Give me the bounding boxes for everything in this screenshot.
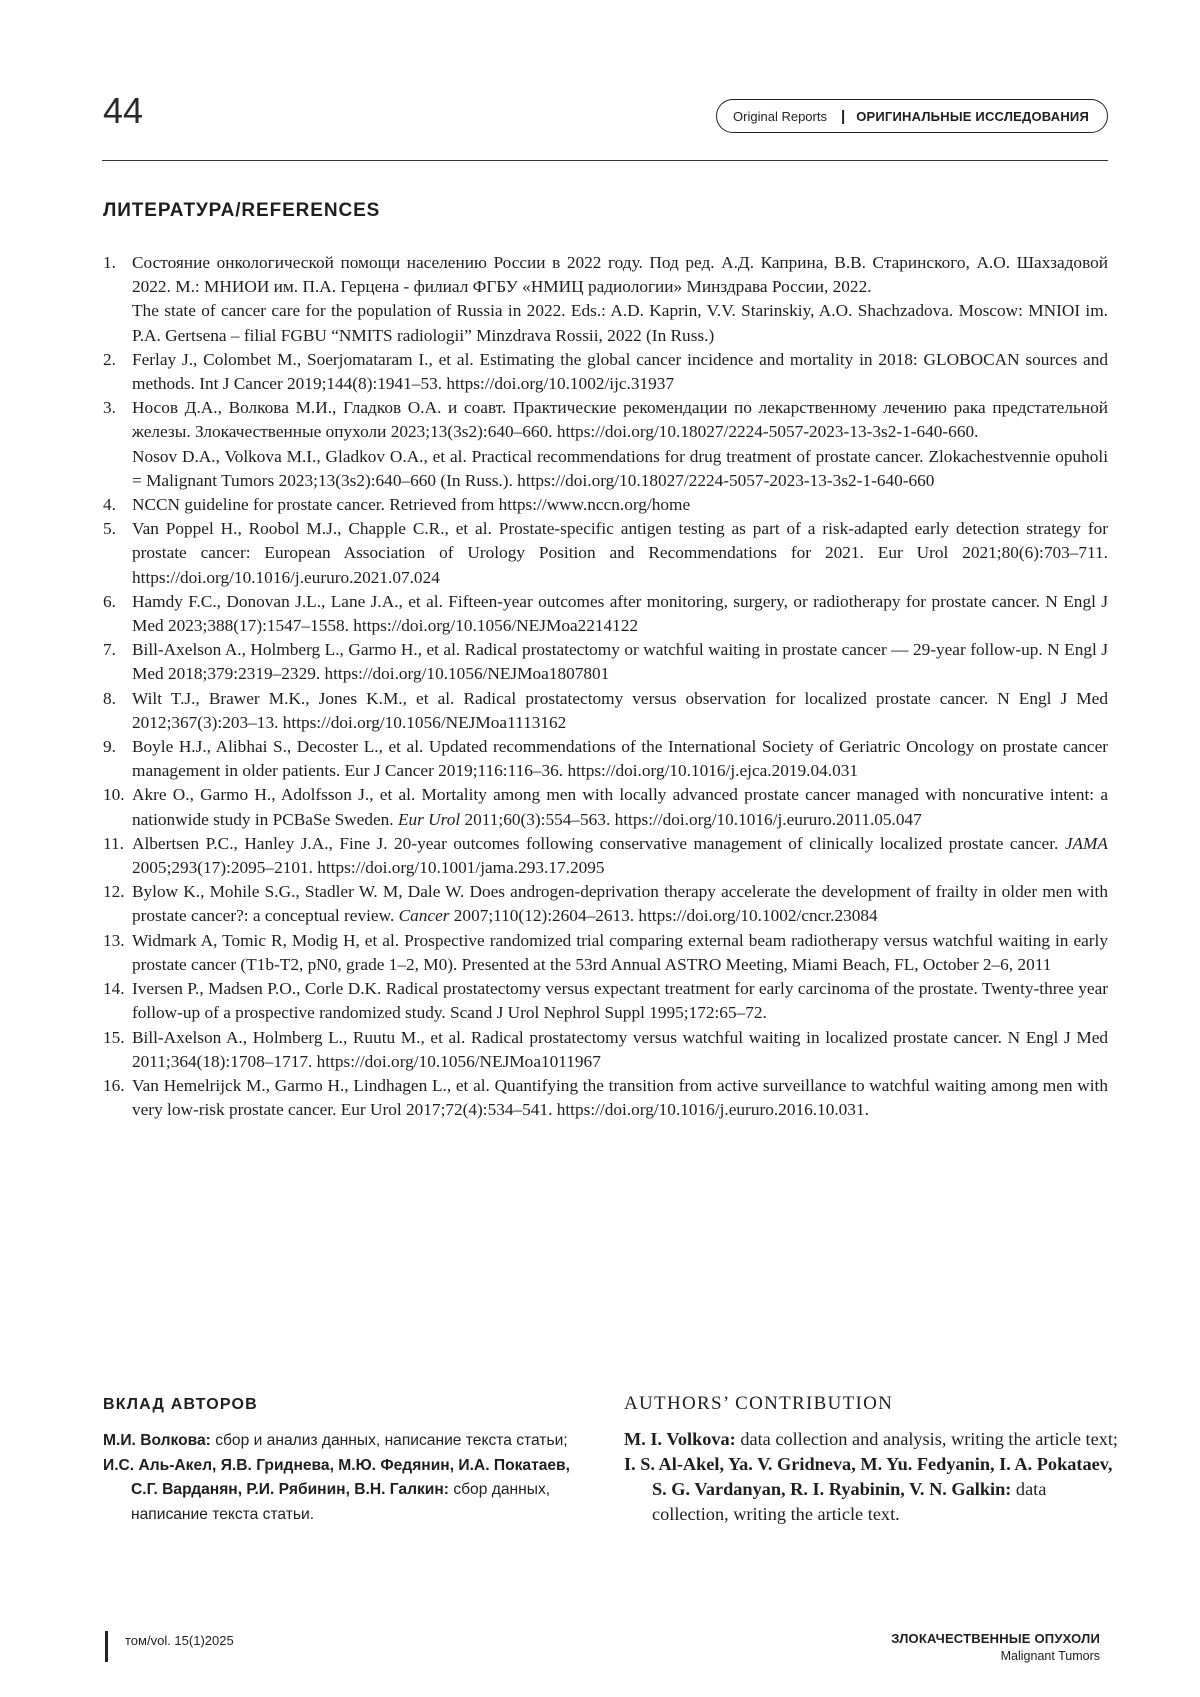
reference-citation: Bylow K., Mohile S.G., Stadler W. M, Dale W. Does androgen-deprivation therapy accelerate the development of frailty in older men with prostate cancer?: a conceptual review.: [132, 882, 1108, 926]
reference-text: NCCN guideline for prostate cancer. Retrieved from https://www.nccn.org/home: [132, 495, 691, 515]
reference-details: 2011;60(3):554–563. https://doi.org/10.1016/j.eururo.2011.05.047: [460, 809, 922, 829]
reference-number: 16.: [103, 1075, 125, 1095]
contribution-heading-en: AUTHORS’ CONTRIBUTION: [624, 1393, 894, 1414]
reference-number: 3.: [103, 398, 116, 418]
reference-number: 11.: [103, 833, 124, 853]
contributor-names: М.И. Волкова:: [103, 1432, 211, 1449]
reference-item: [103, 783, 1108, 831]
reference-text: Widmark A, Tomic R, Modig H, et al. Prospective randomized trial comparing external beam radiotherapy versus watchful waiting in early prostate cancer (T1b-T2, pN0, grade 1–2, M0). Presented at the 53rd Annual ASTRO Meeting, Miami Beach, FL, October 2–6, 2011: [132, 930, 1108, 974]
section-badge: [716, 99, 1108, 133]
reference-number: 13.: [103, 930, 125, 950]
reference-item: [103, 832, 1108, 880]
contribution-entry: [103, 1429, 583, 1454]
reference-item: [103, 590, 1108, 638]
reference-text: Hamdy F.C., Donovan J.L., Lane J.A., et al. Fifteen-year outcomes after monitoring, surgery, or radiotherapy for prostate cancer. N Engl J Med 2023;388(17):1547–1558. https://doi.org/10.1056/NEJMoa2214122: [132, 591, 1108, 636]
contribution-list-ru: [103, 1429, 583, 1527]
reference-number: 8.: [103, 688, 116, 708]
contribution-entry: [624, 1427, 1124, 1452]
journal-name: Eur Urol: [397, 809, 461, 829]
reference-item: [103, 929, 1108, 977]
reference-item: [103, 880, 1108, 928]
footer-journal: [891, 1631, 1100, 1663]
reference-number: 9.: [103, 737, 116, 757]
reference-number: 5.: [103, 519, 116, 539]
contributor-role: сбор и анализ данных, написание текста статьи;: [210, 1432, 568, 1449]
contributor-names: M. I. Volkova:: [624, 1429, 736, 1449]
contributor-role: data collection, writing the article text.: [652, 1479, 1047, 1524]
reference-item: [103, 977, 1108, 1025]
reference-item: [103, 517, 1108, 590]
reference-number: 14.: [103, 979, 125, 999]
contribution-heading-ru: ВКЛАД АВТОРОВ: [103, 1396, 258, 1413]
reference-citation: Akre O., Garmo H., Adolfsson J., et al. Mortality among men with locally advanced prostate cancer managed with noncurative intent: a nationwide study in PCBaSe Sweden.: [132, 785, 1108, 829]
reference-details: 2007;110(12):2604–2613. https://doi.org/10.1002/cncr.23084: [449, 906, 878, 926]
reference-text: Ferlay J., Colombet M., Soerjomataram I., et al. Estimating the global cancer incidence and mortality in 2018: GLOBOCAN sources and methods. Int J Cancer 2019;144(8):1941–53. https://doi.org/10.1002/ijc.31937: [132, 349, 1108, 394]
footer-volume: том/vol. 15(1)2025: [125, 1633, 234, 1648]
reference-item: [103, 638, 1108, 686]
contribution-entry: [103, 1454, 583, 1528]
reference-list: [103, 251, 1108, 1122]
section-label-ru: ОРИГИНАЛЬНЫЕ ИССЛЕДОВАНИЯ: [856, 108, 1089, 124]
contributor-names: И.С. Аль-Акел, Я.В. Гриднева, М.Ю. Федянин, И.А. Покатаев, С.Г. Варданян, Р.И. Рябинин, В.Н. Галкин:: [103, 1456, 570, 1498]
reference-number: 6.: [103, 591, 116, 611]
journal-title-en: Malignant Tumors: [1000, 1649, 1100, 1663]
reference-text: Van Hemelrijck M., Garmo H., Lindhagen L., et al. Quantifying the transition from active surveillance to watchful waiting among men with very low-risk prostate cancer. Eur Urol 2017;72(4):534–541. https://doi.org/10.1016/j.eururo.2016.10.031.: [132, 1075, 1108, 1120]
reference-item: [103, 251, 1108, 348]
reference-text: Nosov D.A., Volkova M.I., Gladkov O.A., et al. Practical recommendations for drug treatment of prostate cancer. Zlokachestvennie opuholi = Malignant Tumors 2023;13(3s2):640–660 (In Russ.). https://doi.org/10.18027/2224-5057-2023-13-3s2-1-640-660: [132, 446, 1108, 490]
reference-number: 4.: [103, 495, 116, 515]
contributor-role: data collection and analysis, writing the article text;: [735, 1429, 1119, 1449]
reference-number: 15.: [103, 1027, 125, 1047]
references-heading: ЛИТЕРАТУРА/REFERENCES: [103, 200, 381, 221]
reference-text: The state of cancer care for the population of Russia in 2022. Eds.: A.D. Kaprin, V.V. Starinskiy, A.O. Shachzadova. Moscow: MNIOI im. P.A. Gertsena – filial FGBU “NMITS radiologii” Minzdrava Rossii, 2022 (In Russ.): [132, 301, 1108, 345]
reference-details: 2005;293(17):2095–2101. https://doi.org/10.1001/jama.293.17.2095: [132, 858, 605, 878]
page-number: 44: [103, 90, 144, 131]
reference-item: [103, 396, 1108, 493]
reference-text: Iversen P., Madsen P.O., Corle D.K. Radical prostatectomy versus expectant treatment for early carcinoma of the prostate. Twenty-three year follow-up of a prospective randomized study. Scand J Urol Nephrol Suppl 1995;172:65–72.: [132, 979, 1108, 1023]
reference-number: 1.: [103, 253, 116, 272]
contributor-names: I. S. Al-Akel, Ya. V. Gridneva, M. Yu. Fedyanin, I. A. Pokataev, S. G. Vardanyan, R. I. Ryabinin, V. N. Galkin:: [624, 1454, 1113, 1499]
footer-marker: [105, 1631, 108, 1662]
journal-name: Cancer: [398, 906, 450, 926]
reference-item: [103, 493, 1108, 517]
reference-text: Bill-Axelson A., Holmberg L., Garmo H., et al. Radical prostatectomy or watchful waiting in prostate cancer — 29-year follow-up. N Engl J Med 2018;379:2319–2329. https://doi.org/10.1056/NEJMoa1807801: [132, 640, 1108, 684]
contribution-entry: [624, 1452, 1124, 1527]
contributor-role: сбор данных, написание текста статьи.: [131, 1481, 551, 1523]
section-separator: |: [840, 107, 846, 125]
section-label-en: Original Reports: [733, 108, 827, 124]
reference-item: [103, 1026, 1108, 1074]
reference-item: [103, 687, 1108, 735]
reference-text-ru: Носов Д.А., Волкова М.И., Гладков О.А. и соавт. Практические рекомендации по лекарственному лечению рака предстательной железы. Злокачественные опухоли 2023;13(3s2):640–660. https://doi.org/10.18027/2224-5057-2023-13-3s2-1-640-660.: [132, 398, 1108, 442]
reference-text: Boyle H.J., Alibhai S., Decoster L., et al. Updated recommendations of the International Society of Geriatric Oncology on prostate cancer management in older patients. Eur J Cancer 2019;116:116–36. https://doi.org/10.1016/j.ejca.2019.04.031: [132, 737, 1108, 781]
reference-item: [103, 1074, 1108, 1122]
reference-text: [132, 832, 1108, 880]
reference-number: 10.: [103, 785, 125, 805]
reference-text: Wilt T.J., Brawer M.K., Jones K.M., et al. Radical prostatectomy versus observation for localized prostate cancer. N Engl J Med 2012;367(3):203–13. https://doi.org/10.1056/NEJMoa1113162: [132, 688, 1108, 732]
reference-item: [103, 735, 1108, 783]
reference-text: Bill-Axelson A., Holmberg L., Ruutu M., et al. Radical prostatectomy versus watchful waiting in localized prostate cancer. N Engl J Med 2011;364(18):1708–1717. https://doi.org/10.1056/NEJMoa1011967: [132, 1027, 1108, 1071]
reference-citation: Albertsen P.C., Hanley J.A., Fine J. 20-year outcomes following conservative management of clinically localized prostate cancer.: [132, 833, 1065, 853]
reference-item: [103, 348, 1108, 396]
reference-number: 7.: [103, 640, 116, 660]
reference-number: 12.: [103, 882, 125, 902]
header-divider: [102, 160, 1108, 161]
contribution-list-en: [624, 1427, 1124, 1527]
journal-name: JAMA: [1064, 833, 1108, 853]
reference-text: Van Poppel H., Roobol M.J., Chapple C.R., et al. Prostate-specific antigen testing as part of a risk-adapted early detection strategy for prostate cancer: European Association of Urology Position and Recommendations for 2021. Eur Urol 2021;80(6):703–711. https://doi.org/10.1016/j.eururo.2021.07.024: [132, 519, 1108, 587]
reference-text: [132, 880, 1108, 928]
reference-text: [132, 783, 1108, 831]
journal-title-ru: ЗЛОКАЧЕСТВЕННЫЕ ОПУХОЛИ: [891, 1631, 1100, 1646]
reference-number: 2.: [103, 349, 116, 369]
reference-text-ru: Состояние онкологической помощи населению России в 2022 году. Под ред. А.Д. Каприна, В.В. Старинского, А.О. Шахзадовой 2022. М.: МНИОИ им. П.А. Герцена - филиал ФГБУ «НМИЦ радиологии» Минздрава России, 2022.: [132, 253, 1108, 297]
